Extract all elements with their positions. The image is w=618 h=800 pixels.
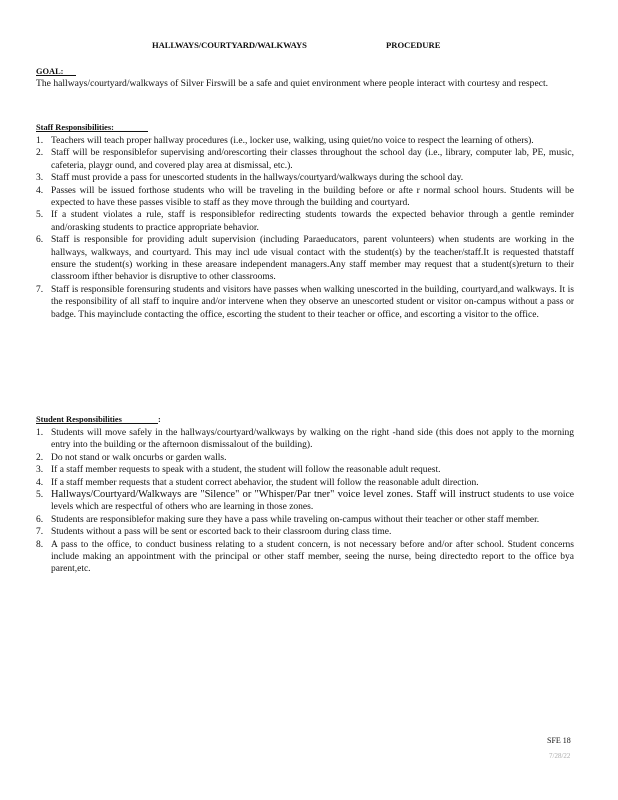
list-item: 5. Hallways/Courtyard/Walkways are "Silence" or "Whisper/Par tner" voice level zones. Staff will instruct students to use voice levels which are respectful of others who are learning in those zones.	[36, 489, 575, 513]
list-item: 2. Staff will be responsiblefor supervising and/orescorting their classes throughout the school day (i.e., library, computer lab, PE, music, cafeteria, playgr ound, and covered play area at dismissal, etc.).	[36, 148, 574, 171]
list-item: 5. If a student violates a rule, staff is responsiblefor redirecting students towards the expected behavior through a gentle reminder and/orasking students to practice appropriate behavior.	[36, 210, 574, 233]
list-item: 7. Staff is responsible forensuring students and visitors have passes when walking unescorted in the building, courtyard,and walkways. It is the responsibility of all staff to inquire and/or intervene when they observe an unescorted student or visitor on-campus without a pass or badge. This mayinclude contacting the office, escorting the student to their teacher or office, and escorting a visitor to the office.	[36, 284, 574, 320]
footer-date: 7/28/22	[549, 752, 571, 760]
goal-label: GOAL:	[36, 67, 76, 76]
staff-responsibilities-list	[36, 135, 574, 321]
student-responsibilities-list	[36, 427, 574, 576]
list-item: 1. Students will move safely in the hallways/courtyard/walkways by walking on the right -hand side (this does not apply to the morning entry into the building or the afternoon dismissalout of the building).	[36, 428, 574, 451]
list-item: 3. Staff must provide a pass for unescorted students in the hallways/courtyard/walkways during the school day.	[36, 173, 464, 184]
footer-page-code: SFE 18	[547, 736, 571, 745]
staff-responsibilities-label: Staff Responsibilities:	[36, 123, 148, 132]
list-item: 6. Staff is responsible for providing adult supervision (including Paraeducators, parent volunteers) when students are working in the hallways, walkways, and courtyard. This may incl ude visual contact with the student(s) by the teacher/staff.It is requested thatstaff ensure the student(s) working in these areasare independent managers.Any staff member may request that a student(s)return to their classroom ifther behavior is disruptive to other classrooms.	[36, 235, 574, 283]
list-item: 8. A pass to the office, to conduct business relating to a student concern, is not necessary before and/or after school. Student concerns include making an appointment with the principal or other staff member, seeing the nurse, being directedto report to the office bya parent,etc.	[36, 539, 574, 575]
list-item: 7. Students without a pass will be sent or escorted back to their classroom during class time.	[36, 527, 392, 538]
document-title: HALLWAYS/COURTYARD/WALKWAYS	[152, 40, 307, 50]
list-item: 2. Do not stand or walk oncurbs or garden walls.	[36, 452, 227, 463]
student-responsibilities-label: Student Responsibilities :	[36, 415, 161, 424]
list-item: 3. If a staff member requests to speak with a student, the student will follow the reasonable adult request.	[36, 465, 441, 476]
list-item: 6. Students are responsiblefor making sure they have a pass while traveling on-campus without their teacher or other staff member.	[36, 514, 540, 525]
procedure-heading: PROCEDURE	[386, 40, 441, 50]
goal-text: The hallways/courtyard/walkways of Silver Firswill be a safe and quiet environment where people interact with courtesy and respect.	[36, 78, 549, 89]
list-item: 4. Passes will be issued forthose students who will be traveling in the building before or afte r normal school hours. Students will be expected to have these passes visible to staff as they move through the building and courtyard.	[36, 185, 574, 209]
list-item: 1. Teachers will teach proper hallway procedures (i.e., locker use, walking, using quiet/no voice to respect the learning of others).	[36, 136, 534, 146]
list-item: 4. If a staff member requests that a student correct abehavior, the student will follow the reasonable adult direction.	[36, 477, 479, 488]
